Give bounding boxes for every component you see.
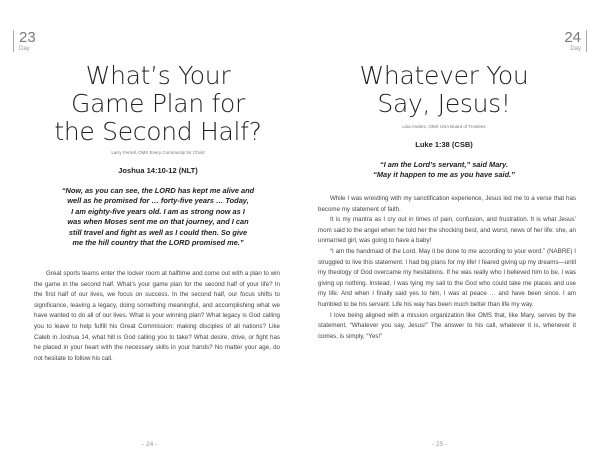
verse-line: “Now, as you can see, the LORD has kept me alive and bbox=[61, 186, 255, 195]
body-text bbox=[34, 269, 280, 364]
verse-line: me the hill country that the LORD promised me.” bbox=[72, 238, 244, 248]
day-label: Day bbox=[570, 46, 581, 52]
body-paragraph: While I was wrestling with my sanctification experience, Jesus led me to a verse that has become my statement of faith. bbox=[318, 195, 576, 213]
day-number: 23 bbox=[19, 29, 36, 46]
author-credit: Larry Ferrell, OMS Every Community for Christ bbox=[111, 150, 205, 155]
right-page bbox=[300, 0, 600, 463]
scripture-verse bbox=[36, 186, 280, 248]
day-marker bbox=[13, 30, 36, 52]
scripture-verse bbox=[314, 160, 574, 181]
title-line: Say, Jesus! bbox=[377, 89, 511, 118]
body-paragraph: It is my mantra as I cry out in times of pain, confusion, and frustration. It is what Jesus’ mom said to the angel when he told her the shocking best, and worst, news of her life: she, an unmarried girl, was going to have a baby! bbox=[318, 216, 576, 245]
verse-line: still travel and fight as well as I could then. So give bbox=[68, 227, 248, 237]
devotion-title bbox=[314, 62, 574, 118]
body-paragraph: Great sports teams enter the locker room at halftime and come out with a plan to win the game in the second half. What’s your game plan for the second half of your life? In the first half of our lives, we focus on success. In the second half, our focus shifts to significance, leaving a legacy, doing something meaningful, and accomplishing what we have wanted to do all of our lives. What is your winning plan? What legacy is God calling you to leave to help fulfill his Great Commission: making disciples of all nations? Like Caleb in Joshua 14, what hill is God calling you to take? What desire, drive, or fight has he placed in your heart with the necessary skills in your hands? No matter your age, do not hesitate to follow his call. bbox=[34, 270, 280, 362]
title-line: the Second Half? bbox=[54, 117, 262, 146]
page-number: - 25 - bbox=[432, 441, 448, 448]
verse-line: “I am the Lord’s servant,” said Mary. bbox=[379, 160, 509, 169]
body-text bbox=[318, 194, 576, 342]
scripture-reference: Luke 1:38 (CSB) bbox=[415, 140, 473, 149]
title-line: Game Plan for bbox=[71, 89, 245, 118]
verse-line: well as he promised for … forty-five years … Today, bbox=[67, 196, 249, 206]
page-number: - 24 - bbox=[142, 441, 158, 448]
verse-line: “May it happen to me as you have said.” bbox=[373, 170, 515, 180]
author-credit: Lisa Anders, OMS USA Board of Trustees bbox=[402, 124, 486, 129]
day-label: Day bbox=[19, 46, 30, 52]
verse-line: I am eighty-five years old. I am as strong now as I bbox=[71, 206, 245, 216]
title-line: Whatever You bbox=[359, 61, 529, 90]
body-paragraph: I love being aligned with a mission organization like OMS that, like Mary, serves by the statement, “Whatever you say, Jesus!” The answer to his call, whatever it is, whenever it comes, is simply, “Yes!” bbox=[318, 311, 576, 340]
scripture-reference: Joshua 14:10-12 (NLT) bbox=[118, 166, 198, 175]
devotion-title bbox=[38, 62, 278, 146]
day-marker bbox=[564, 30, 587, 52]
verse-line: was when Moses sent me on that journey, and I can bbox=[67, 217, 249, 227]
body-paragraph: “I am the handmaid of the Lord. May it be done to me according to your word.” (NABRE) I struggled to live this statement. I had big plans for my life! I feared giving up my dreams—until my theology of God overcame my hesitations. If he was really who I believed him to be, I was giving up nothing. Instead, I was tying my sail to the God who could take me places and use my life. And when I finally said yes to him, I was at peace … and have been since. I am humbled to be his servant. Life his way has been much better than life my way. bbox=[318, 247, 576, 308]
title-line: What’s Your bbox=[85, 61, 231, 90]
day-number: 24 bbox=[564, 29, 581, 46]
